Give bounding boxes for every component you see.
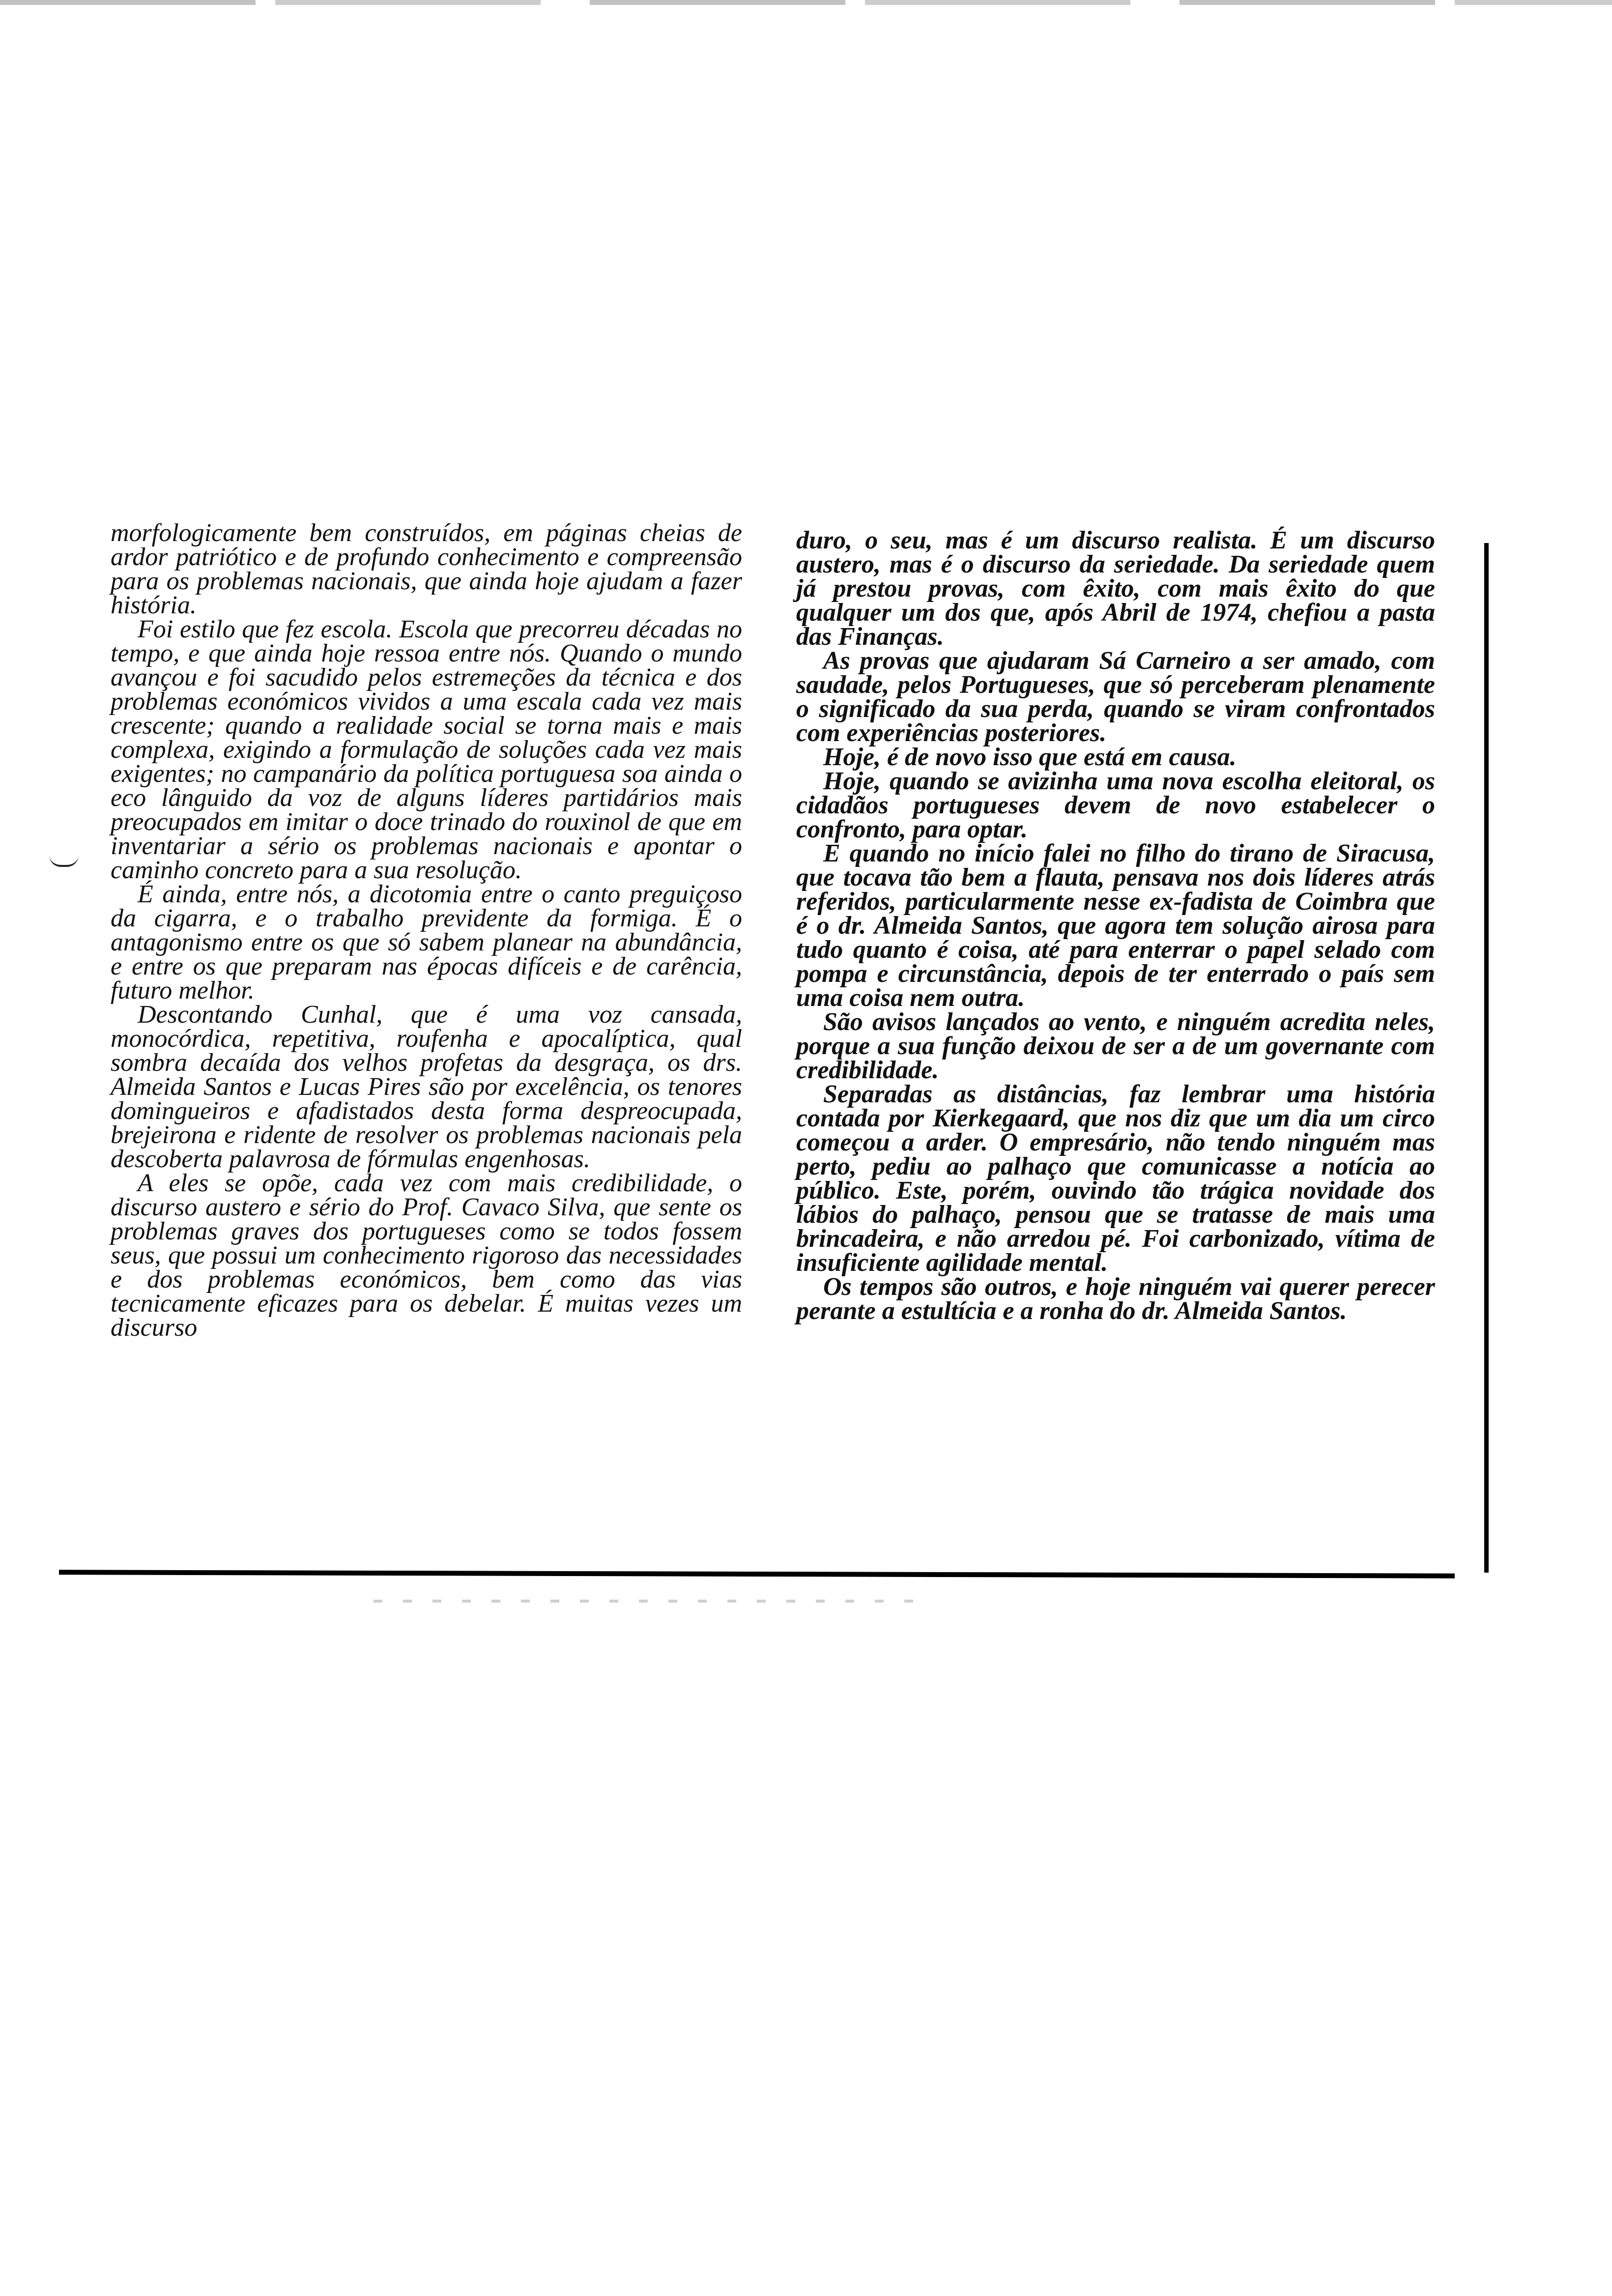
paragraph: E quando no início falei no filho do tirano de Siracusa, que tocava tão bem a flauta, pensava nos dois líderes atrás referidos, particularmente nesse ex-fadista de Coimbra que é o dr. Almeida Santos, que agora tem solução airosa para tudo quanto é coisa, até para enterrar o papel selado com pompa e circunstância, depois de ter enterrado o país sem uma coisa nem outra. (796, 839, 1435, 1012)
paragraph: A eles se opõe, cada vez com mais credibilidade, o discurso austero e sério do Prof. Cavaco Silva, que sente os problemas graves dos portugueses como se todos fossem seus, que possui um conhecimento rigoroso das necessidades e dos problemas económicos, bem como das vias tecnicamente eficazes para os debelar. É muitas vezes um discurso (111, 1169, 742, 1342)
paragraph: Os tempos são outros, e hoje ninguém vai querer perecer perante a estultícia e a ronha do dr. Almeida Santos. (796, 1273, 1435, 1325)
scan-edge-artifact (0, 0, 1612, 5)
paragraph: Foi estilo que fez escola. Escola que precorreu décadas no tempo, e que ainda hoje ressoa entre nós. Quando o mundo avançou e foi sacudido pelos estremeções da técnica e dos problemas económicos vividos a uma escala cada vez mais crescente; quando a realidade social se torna mais e mais complexa, exigindo a formulação de soluções cada vez mais exigentes; no campanário da política portuguesa soa ainda o eco lânguido da voz de alguns líderes partidários mais preocupados em imitar o doce trinado do rouxinol de que em inventariar a sério os problemas nacionais e apontar o caminho concreto para a sua resolução. (111, 615, 742, 884)
paragraph: É ainda, entre nós, a dicotomia entre o canto preguiçoso da cigarra, e o trabalho previdente da formiga. É o antagonismo entre os que só sabem planear na abundância, e entre os que preparam nas épocas difíceis e de carência, futuro melhor. (111, 880, 742, 1004)
scan-noise (374, 1600, 914, 1603)
clipping-border-right (1484, 543, 1489, 1573)
paragraph: As provas que ajudaram Sá Carneiro a ser amado, com saudade, pelos Portugueses, que só perceberam plenamente o significado da sua perda, quando se viram confrontados com experiências posteriores. (796, 647, 1435, 747)
paragraph: Hoje, quando se avizinha uma nova escolha eleitoral, os cidadãos portugueses devem de novo estabelecer o confronto, para optar. (796, 767, 1435, 843)
paragraph: duro, o seu, mas é um discurso realista. É um discurso austero, mas é o discurso da seriedade. Da seriedade quem já prestou provas, com êxito, com mais êxito do que qualquer um dos que, após Abril de 1974, chefiou a pasta das Finanças. (796, 526, 1435, 651)
paragraph: Separadas as distâncias, faz lembrar uma história contada por Kierkegaard, que nos diz que um dia um circo começou a arder. O empresário, não tendo ninguém mas perto, pediu ao palhaço que comunicasse a notícia ao público. Este, porém, ouvindo tão trágica novidade dos lábios do palhaço, pensou que se tratasse de mais uma brincadeira, e não arredou pé. Foi carbonizado, vítima de insuficiente agilidade mental. (796, 1080, 1435, 1277)
paragraph: São avisos lançados ao vento, e ninguém acredita neles, porque a sua função deixou de ser a de um governante com credibilidade. (796, 1008, 1435, 1084)
margin-pen-mark (49, 855, 79, 867)
paragraph: Hoje, é de novo isso que está em causa. (823, 743, 1237, 771)
clipping-border-bottom (59, 1570, 1455, 1578)
paragraph: morfologicamente bem construídos, em páginas cheias de ardor patriótico e de profundo conhecimento e compreensão para os problemas nacionais, que ainda hoje ajudam a fazer história. (111, 519, 742, 619)
article-column-right (796, 528, 1435, 1323)
article-column-left (111, 521, 742, 1340)
paragraph: Descontando Cunhal, que é uma voz cansada, monocórdica, repetitiva, roufenha e apocalíptica, qual sombra decaída dos velhos profetas da desgraça, os drs. Almeida Santos e Lucas Pires são por excelência, os tenores domingueiros e afadistados desta forma despreocupada, brejeirona e ridente de resolver os problemas nacionais pela descoberta palavrosa de fórmulas engenhosas. (111, 1001, 742, 1173)
